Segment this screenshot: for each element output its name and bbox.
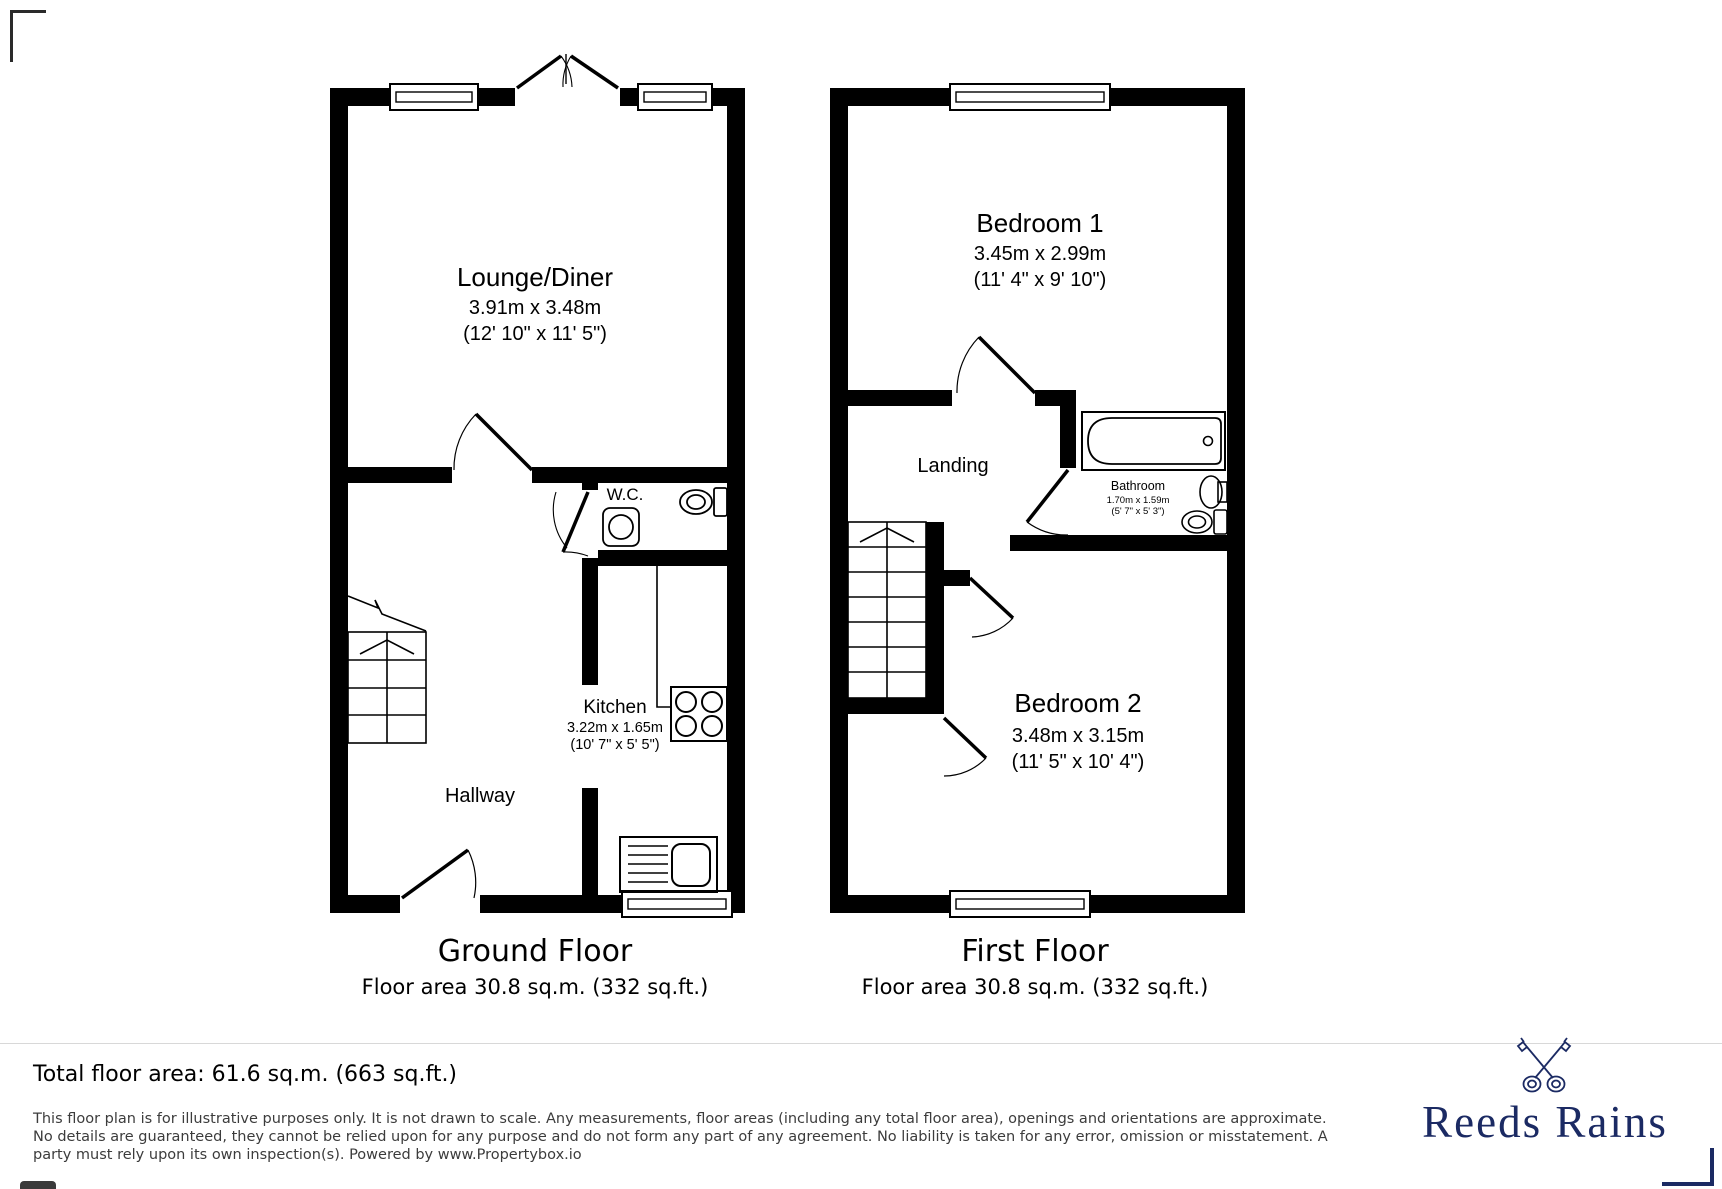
floor-area: Floor area 30.8 sq.m. (332 sq.ft.)	[861, 975, 1209, 999]
ground-floor-walls	[330, 88, 745, 913]
window	[638, 84, 712, 110]
top-left-corner-mark	[10, 10, 13, 62]
bedroom1-label	[974, 208, 1107, 291]
room-size-metric: 1.70m x 1.59m	[1106, 495, 1170, 506]
french-doors	[517, 54, 618, 88]
room-size-imperial: (10' 7" x 5' 5")	[570, 737, 660, 753]
landing-label: Landing	[917, 455, 989, 477]
top-left-corner-mark	[10, 10, 46, 13]
stairs	[348, 596, 426, 743]
room-size-metric: 3.22m x 1.65m	[567, 720, 663, 736]
room-name: Bedroom 1	[976, 208, 1104, 238]
door-swing	[402, 850, 476, 898]
hob-icon	[671, 687, 727, 741]
room-size-metric: 3.91m x 3.48m	[468, 297, 602, 319]
room-size-imperial: (5' 7" x 5' 3")	[1111, 506, 1165, 517]
room-size-imperial: (12' 10" x 11' 5")	[463, 323, 607, 345]
kitchen-counter	[657, 566, 671, 707]
room-size-metric: 3.48m x 3.15m	[1011, 725, 1145, 747]
stairs	[848, 522, 926, 698]
floor-title: Ground Floor	[437, 934, 633, 969]
room-size-metric: 3.45m x 2.99m	[973, 243, 1107, 265]
bottom-right-corner-mark	[1710, 1148, 1714, 1186]
first-floor-title-block	[820, 934, 1250, 999]
toilet-icon	[1182, 510, 1227, 534]
ground-floor-plan	[320, 44, 750, 920]
first-floor-plan	[820, 44, 1250, 920]
hallway-label: Hallway	[444, 785, 516, 807]
door-swing	[553, 492, 588, 556]
crossed-keys-icon	[1508, 1034, 1580, 1096]
room-name: Lounge/Diner	[456, 262, 614, 292]
window	[622, 891, 732, 917]
floor-area: Floor area 30.8 sq.m. (332 sq.ft.)	[361, 975, 709, 999]
basin-icon	[1200, 476, 1227, 508]
room-name: Bathroom	[1110, 479, 1166, 493]
basin-icon	[603, 508, 639, 546]
bathroom-label	[1107, 479, 1170, 517]
kitchen-label	[567, 697, 663, 753]
stairs-break-line	[348, 596, 426, 631]
room-name: Bedroom 2	[1014, 688, 1142, 718]
footer-divider	[0, 1043, 1722, 1044]
room-size-imperial: (11' 5" x 10' 4")	[1011, 751, 1145, 773]
floor-title: First Floor	[961, 934, 1109, 969]
bottom-right-corner-mark	[1662, 1182, 1714, 1186]
bath-icon	[1082, 412, 1225, 470]
room-size-imperial: (11' 4" x 9' 10")	[973, 269, 1107, 291]
sink-icon	[620, 837, 717, 892]
door-swing	[1027, 470, 1068, 535]
wc-label: W.C.	[606, 485, 644, 504]
window	[950, 84, 1110, 110]
door-swing	[970, 578, 1013, 637]
window	[390, 84, 478, 110]
room-name: Kitchen	[583, 697, 647, 718]
disclaimer-text: This floor plan is for illustrative purposes only. It is not drawn to scale. Any measurements, floor areas (including any total floor area), openings and orientations are approximate. No details are guaranteed, they cannot be relied upon for any purpose and do not form any part of any agreement. No liability is taken for any error, omission or misstatement. A party must rely upon its own inspection(s). Powered by www.Propertybox.io	[33, 1111, 1328, 1163]
window	[950, 891, 1090, 917]
door-swing	[454, 414, 532, 470]
toilet-icon	[680, 488, 727, 516]
door-swing	[944, 718, 986, 776]
ground-floor-title-block	[320, 934, 750, 999]
lounge-label	[457, 262, 613, 345]
bedroom2-label	[1012, 688, 1145, 773]
total-floor-area: Total floor area: 61.6 sq.m. (663 sq.ft.)	[33, 1062, 458, 1087]
door-swing	[957, 337, 1035, 393]
bottom-left-widget[interactable]	[20, 1181, 56, 1189]
brand-logo-text: Reeds Rains	[1422, 1097, 1668, 1147]
